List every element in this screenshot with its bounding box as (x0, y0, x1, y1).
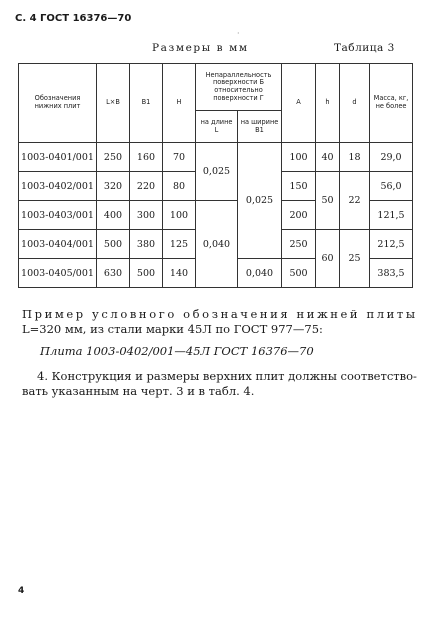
dimensions-table (18, 63, 413, 288)
row-1-h: 70 (163, 143, 196, 172)
merged-h-2-3: 50 (316, 172, 340, 230)
row-5-mass: 383,5 (370, 259, 413, 288)
page-number: 4 (18, 586, 25, 596)
row-4-h: 125 (163, 230, 196, 259)
header-d: d (340, 64, 370, 143)
row-2-lxb: 320 (97, 172, 130, 201)
row-5-lxb: 630 (97, 259, 130, 288)
row-4-mass: 212,5 (370, 230, 413, 259)
merged-d-4-5: 25 (340, 230, 370, 288)
table-label: Таблица 3 (334, 42, 395, 54)
dimensions-caption: Размеры в мм (152, 42, 249, 54)
row-5-b1: 500 (130, 259, 163, 288)
header-on-width: на ширине B1 (238, 111, 282, 143)
page-header: С. 4 ГОСТ 16376—70 (15, 13, 132, 24)
header-on-length: на длине L (196, 111, 238, 143)
row-4-b1: 380 (130, 230, 163, 259)
row-1-d: 18 (340, 143, 370, 172)
header-h-small: h (316, 64, 340, 143)
row-2-h: 80 (163, 172, 196, 201)
row-1-mass: 29,0 (370, 143, 413, 172)
row-5-a: 500 (282, 259, 316, 288)
example-text: L=320 мм, из стали марки 45Л по ГОСТ 977—75: (22, 322, 323, 336)
row-3-designation: 1003-0403/001 (19, 201, 97, 230)
row-1-designation: 1003-0401/001 (19, 143, 97, 172)
header-h: H (163, 64, 196, 143)
row-3-b1: 300 (130, 201, 163, 230)
merged-width-1-4: 0,025 (238, 143, 282, 259)
row-4-designation: 1003-0404/001 (19, 230, 97, 259)
example-designation: Плита 1003-0402/001—45Л ГОСТ 16376—70 (40, 344, 314, 358)
merged-length-1-2: 0,025 (196, 143, 238, 201)
merged-length-3-5: 0,040 (196, 201, 238, 288)
stray-mark: · (237, 29, 240, 38)
row-1-lxb: 250 (97, 143, 130, 172)
clause-4-line-1: 4. Конструкция и размеры верхних плит должны соответство- (37, 369, 417, 383)
example-heading: Пример условного обозначения нижней плиты (22, 307, 418, 321)
row-3-lxb: 400 (97, 201, 130, 230)
row-1-b1: 160 (130, 143, 163, 172)
header-designation: Обозначения нижних плит (19, 64, 97, 143)
row-1-a: 100 (282, 143, 316, 172)
header-b1: B1 (130, 64, 163, 143)
clause-4-line-2: вать указанным на черт. 3 и в табл. 4. (22, 384, 255, 398)
merged-d-2-3: 22 (340, 172, 370, 230)
row-2-b1: 220 (130, 172, 163, 201)
row-5-h: 140 (163, 259, 196, 288)
row-3-a: 200 (282, 201, 316, 230)
row-1-h-small: 40 (316, 143, 340, 172)
row-2-a: 150 (282, 172, 316, 201)
header-lxb: L×B (97, 64, 130, 143)
header-mass: Масса, кг, не более (370, 64, 413, 143)
merged-width-5: 0,040 (238, 259, 282, 288)
row-3-mass: 121,5 (370, 201, 413, 230)
merged-h-4-5: 60 (316, 230, 340, 288)
row-2-mass: 56,0 (370, 172, 413, 201)
header-a: A (282, 64, 316, 143)
row-5-designation: 1003-0405/001 (19, 259, 97, 288)
row-2-designation: 1003-0402/001 (19, 172, 97, 201)
row-4-lxb: 500 (97, 230, 130, 259)
header-nonparallel: Непараллельность поверхности Б относительно поверхности Г (196, 64, 282, 111)
row-4-a: 250 (282, 230, 316, 259)
row-3-h: 100 (163, 201, 196, 230)
